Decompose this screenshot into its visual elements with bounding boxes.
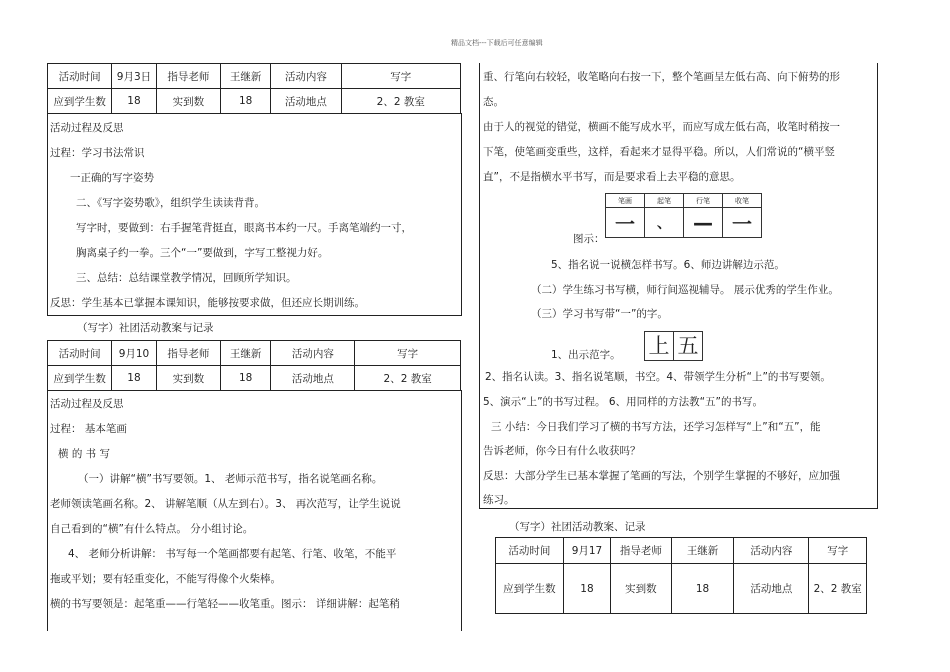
stroke-header: 笔画: [606, 194, 645, 208]
stroke-header: 起笔: [645, 194, 684, 208]
sample-char: 五: [673, 331, 703, 361]
right-line: 5、指名说一说横怎样书写。6、师边讲解边示范。: [551, 259, 785, 271]
record3-should: 18: [563, 564, 610, 614]
record2-teacher: 王继新: [220, 341, 270, 366]
record2-line: （一）讲解“横”书写要领。1、 老师示范书写，指名说笔画名称。: [78, 473, 383, 485]
record3-teacher: 王继新: [671, 538, 734, 564]
stroke-glyph: —: [684, 208, 723, 238]
right-line: 由于人的视觉的错觉，横画不能写成水平，而应写成左低右高，收笔时稍按一: [483, 121, 840, 133]
label-should: 应到学生数: [496, 564, 564, 614]
right-line: 告诉老师，你今日有什么收获吗？: [483, 445, 641, 457]
label-place: 活动地点: [271, 366, 355, 391]
stroke-glyph: 、: [645, 208, 684, 238]
label-teacher: 指导老师: [156, 64, 220, 89]
record1-line: 反思：学生基本已掌握本课知识，能够按要求做，但还应长期训练。: [50, 297, 365, 309]
right-line: 练习。: [483, 494, 515, 506]
label-should: 应到学生数: [48, 366, 112, 391]
record2-line: 活动过程及反思: [50, 398, 124, 410]
record1-line: 活动过程及反思: [50, 122, 124, 134]
sample-char: 上: [644, 331, 674, 361]
sample-label: 1、出示范字。: [551, 349, 621, 361]
label-content: 活动内容: [734, 538, 809, 564]
right-line: 三 小结：今日我们学习了横的书写方法，还学习怎样写“上”和“五”，能: [491, 421, 821, 433]
label-actual: 实到数: [156, 89, 220, 114]
record2-line: 4、 老师分析讲解： 书写每一个笔画都要有起笔、行笔、收笔，不能平: [68, 548, 397, 560]
record2-actual: 18: [220, 366, 270, 391]
record2-line: 自己看到的“横”有什么特点。 分小组讨论。: [50, 523, 254, 535]
record1-line: 二、《写字姿势歌》，组织学生读读背背。: [76, 197, 265, 209]
label-content: 活动内容: [271, 64, 341, 89]
record2-content: 写字: [355, 341, 461, 366]
record2-should: 18: [112, 366, 157, 391]
label-time: 活动时间: [496, 538, 564, 564]
right-line: 5、演示“上”的书写过程。 6、用同样的方法教“五”的书写。: [483, 396, 763, 408]
record2-date: 9月10: [112, 341, 157, 366]
right-line: 下笔，使笔画变重些，这样，看起来才显得平稳。所以，人们常说的“横平竖: [483, 146, 835, 158]
label-actual: 实到数: [611, 564, 672, 614]
record1-line: 胸离桌子约一拳。三个“一”要做到，字写工整视力好。: [76, 247, 329, 259]
right-line: 态。: [483, 96, 504, 108]
record3-table: [495, 537, 867, 614]
stroke-table: [605, 193, 762, 238]
record3-date: 9月17: [563, 538, 610, 564]
right-line: （二）学生练习书写横，师行间巡视辅导。 展示优秀的学生作业。: [531, 284, 839, 296]
label-time: 活动时间: [48, 341, 112, 366]
label-place: 活动地点: [734, 564, 809, 614]
record2-line: 拖或平划；要有轻重变化，不能写得像个火柴棒。: [50, 573, 281, 585]
record3-place: 2、2 教室: [809, 564, 867, 614]
record1-table: [47, 63, 461, 114]
stroke-header: 行笔: [684, 194, 723, 208]
stroke-glyph: 一: [606, 208, 645, 238]
record1-line: 过程：学习书法常识: [50, 147, 145, 159]
page-header: 精品文档---下载后可任意编辑: [451, 39, 543, 47]
label-content: 活动内容: [271, 341, 355, 366]
right-line: 重、行笔向右较轻，收笔略向右按一下，整个笔画呈左低右高、向下俯势的形: [483, 71, 840, 83]
label-time: 活动时间: [48, 64, 112, 89]
record3-actual: 18: [671, 564, 734, 614]
record1-content: 写字: [341, 64, 461, 89]
label-place: 活动地点: [271, 89, 341, 114]
record2-place: 2、2 教室: [355, 366, 461, 391]
label-actual: 实到数: [156, 366, 220, 391]
record1-line: 写字时，要做到：右手握笔背挺直，眼离书本约一尺。手离笔端约一寸，: [76, 222, 412, 234]
right-line: 2、指名认读。3、指名说笔顺，书空。4、带领学生分析“上”的书写要领。: [485, 371, 831, 383]
record1-body: [47, 113, 462, 316]
caption2: （写字）社团活动教案与记录: [77, 322, 214, 334]
caption3: （写字）社团活动教案、记录: [509, 521, 646, 533]
record1-line: 一正确的写字姿势: [70, 172, 154, 184]
stroke-header: 收笔: [723, 194, 762, 208]
record2-line: 横 的 书 写: [58, 448, 111, 460]
record2-table: [47, 340, 461, 391]
record1-actual: 18: [220, 89, 270, 114]
stroke-glyph: 一: [723, 208, 762, 238]
label-teacher: 指导老师: [156, 341, 220, 366]
right-line: 反思：大部分学生已基本掌握了笔画的写法，个别学生掌握的不够好，应加强: [483, 470, 840, 482]
figure-label: 图示：: [573, 233, 605, 245]
record1-line: 三、总结：总结课堂教学情况，回顾所学知识。: [76, 272, 297, 284]
label-should: 应到学生数: [48, 89, 112, 114]
record2-line: 过程： 基本笔画: [50, 423, 127, 435]
label-teacher: 指导老师: [611, 538, 672, 564]
record2-line: 横的书写要领是：起笔重——行笔轻——收笔重。图示： 详细讲解：起笔稍: [50, 598, 400, 610]
record2-line: 老师领读笔画名称。2、 讲解笔顺（从左到右）。3、 再次范写，让学生说说: [50, 498, 401, 510]
right-line: 直”，不是指横水平书写，而是要求看上去平稳的意思。: [483, 171, 741, 183]
record1-date: 9月3日: [112, 64, 157, 89]
record1-should: 18: [112, 89, 157, 114]
record3-content: 写字: [809, 538, 867, 564]
record1-place: 2、2 教室: [341, 89, 461, 114]
right-line: （三）学习书写带“一”的字。: [531, 308, 668, 320]
record1-teacher: 王继新: [220, 64, 270, 89]
